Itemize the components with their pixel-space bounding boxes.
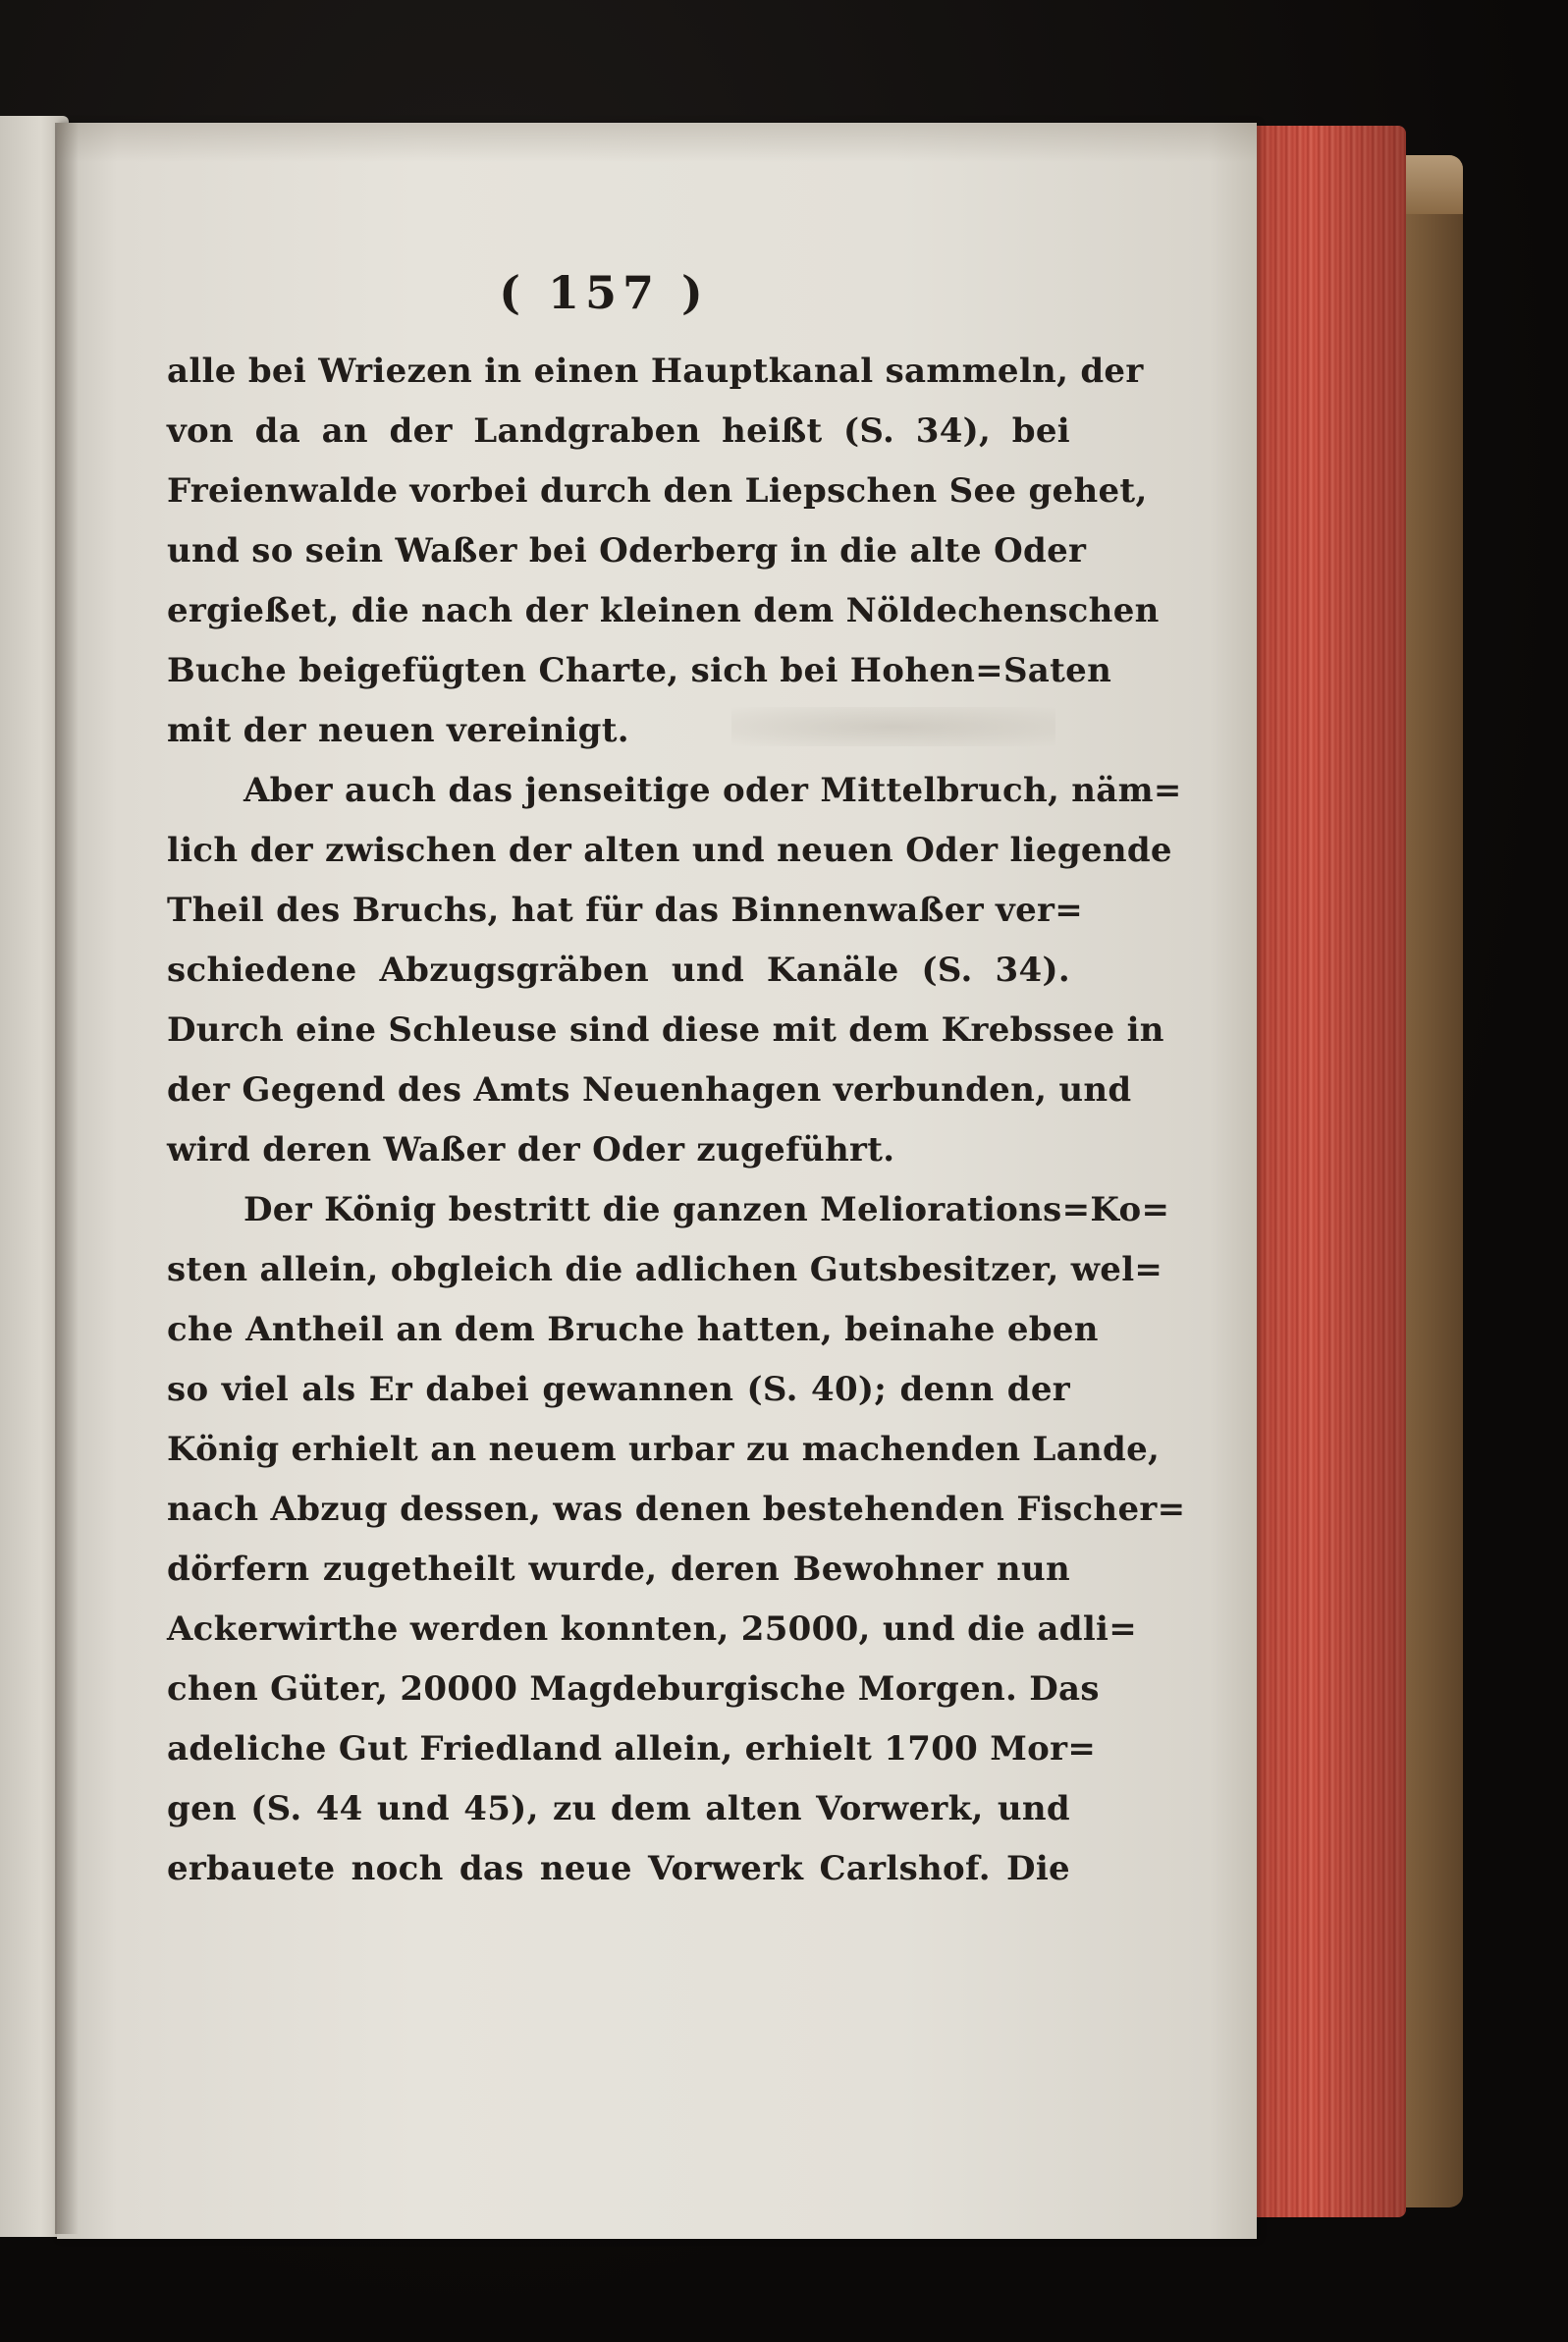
page-number: ( 157 ) (499, 266, 709, 319)
text-line: erbauete noch das neue Vorwerk Carlshof. Die (167, 1849, 1070, 1888)
text-line: Aber auch das jenseitige oder Mittelbruch, näm= (243, 771, 1182, 810)
page-edges-shade (1249, 126, 1406, 2217)
text-line: König erhielt an neuem urbar zu machenden Lande, (167, 1430, 1161, 1469)
gutter-shadow (55, 123, 79, 2234)
text-line: gen (S. 44 und 45), zu dem alten Vorwerk, und (167, 1789, 1070, 1828)
text-line: und so sein Waßer bei Oderberg in die alte Oder (167, 531, 1087, 571)
text-line: Der König bestritt die ganzen Meliorations=Ko= (243, 1190, 1170, 1229)
page-text (167, 342, 1186, 1899)
text-line: Buche beigefügten Charte, sich bei Hohen=Saten (167, 651, 1112, 690)
text-line: Freienwalde vorbei durch den Liepschen See gehet, (167, 471, 1148, 511)
text-line: Theil des Bruchs, hat für das Binnenwaßer ver= (167, 891, 1084, 930)
text-line: der Gegend des Amts Neuenhagen verbunden, und (167, 1070, 1132, 1110)
text-line: mit der neuen vereinigt. (167, 711, 629, 750)
page-top-shade (57, 123, 1257, 162)
text-line: ergießet, die nach der kleinen dem Nöldechenschen (167, 591, 1160, 630)
text-line: adeliche Gut Friedland allein, erhielt 1700 Mor= (167, 1729, 1097, 1769)
text-line: so viel als Er dabei gewannen (S. 40); denn der (167, 1370, 1070, 1409)
text-line: nach Abzug dessen, was denen bestehenden Fischer= (167, 1490, 1186, 1529)
text-line: sten allein, obgleich die adlichen Gutsbesitzer, wel= (167, 1250, 1163, 1289)
text-line: Durch eine Schleuse sind diese mit dem Krebssee in (167, 1010, 1164, 1050)
text-line: dörfern zugetheilt wurde, deren Bewohner nun (167, 1550, 1070, 1589)
text-line: von da an der Landgraben heißt (S. 34), bei (167, 411, 1070, 451)
text-line: lich der zwischen der alten und neuen Oder liegende (167, 831, 1172, 870)
text-line: Ackerwirthe werden konnten, 25000, und die adli= (167, 1609, 1138, 1649)
text-line: wird deren Waßer der Oder zugeführt. (167, 1130, 895, 1170)
text-line: che Antheil an dem Bruche hatten, beinahe eben (167, 1310, 1099, 1349)
text-line: schiedene Abzugsgräben und Kanäle (S. 34). (167, 951, 1070, 990)
text-line: alle bei Wriezen in einen Hauptkanal sammeln, der (167, 352, 1144, 391)
text-line: chen Güter, 20000 Magdeburgische Morgen. Das (167, 1669, 1100, 1709)
